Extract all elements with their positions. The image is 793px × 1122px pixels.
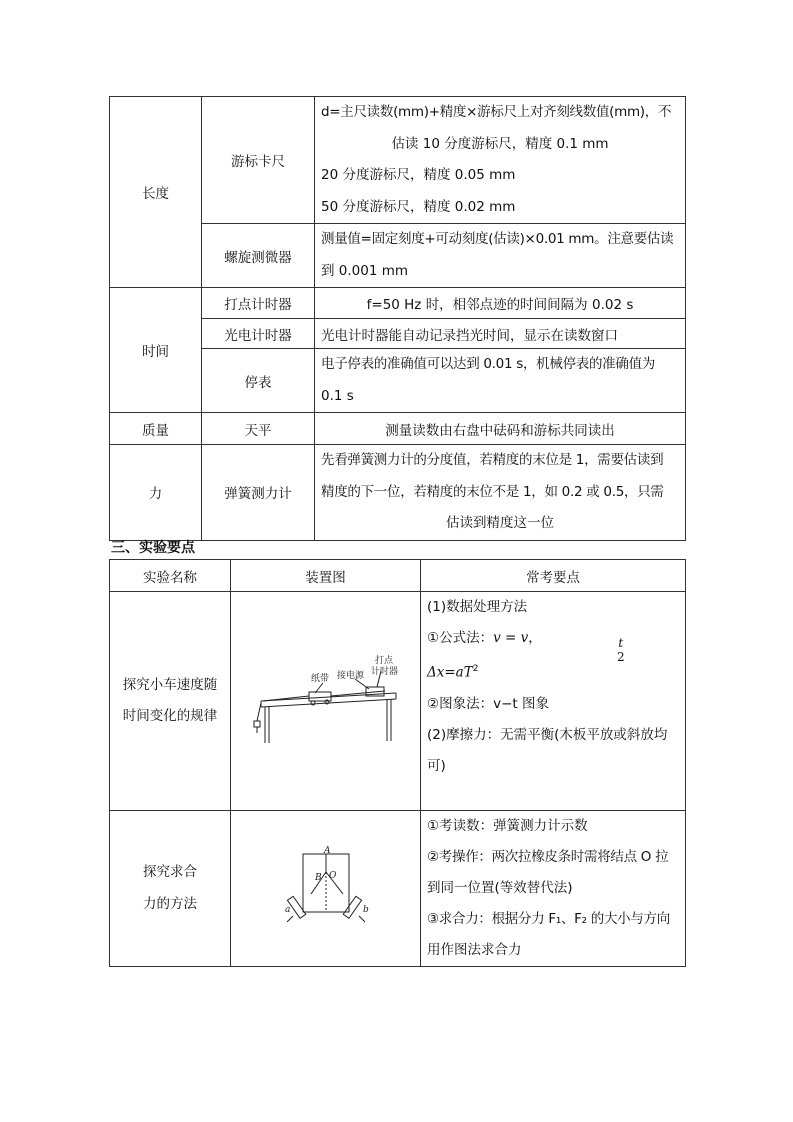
label-timer-2: 计时器 <box>370 667 398 677</box>
fraction-t-over-2 <box>617 636 625 664</box>
header-experiment-name: 实验名称 <box>110 560 231 592</box>
fraction-numerator: t <box>618 636 624 650</box>
instrument-balance: 天平 <box>202 413 315 445</box>
force-point-4: ③求合力：根据分力 F₁、F₂ 的大小与方向 <box>427 911 670 927</box>
label-b: b <box>362 904 369 915</box>
vernier-line4: 50 分度游标尺，精度 0.02 mm <box>321 198 516 215</box>
stopwatch-line1: 电子停表的准确值可以达到 0.01 s，机械停表的准确值为 <box>321 356 655 372</box>
experiment-points-table <box>109 559 686 967</box>
force-apparatus-cell <box>231 811 421 967</box>
label-a: a <box>284 904 290 915</box>
velocity-point-4: ②图象法：v−t 图象 <box>427 695 549 712</box>
average-velocity-formula: v = v <box>493 630 529 646</box>
instrument-micrometer: 螺旋测微器 <box>202 224 315 288</box>
label-B: B <box>314 872 322 883</box>
force-board-diagram <box>281 844 371 934</box>
photogate-description: 光电计时器能自动记录挡光时间，显示在读数窗口 <box>315 319 686 349</box>
category-force: 力 <box>110 445 202 541</box>
instrument-photogate: 光电计时器 <box>202 319 315 349</box>
force-point-2: ②考操作：两次拉橡皮条时需将结点 O 拉 <box>427 849 669 865</box>
section-heading: 三、实验要点 <box>111 540 195 556</box>
experiment-name-resultant-force <box>110 811 231 967</box>
label-power: 接电源 <box>336 671 364 681</box>
instrument-ticker-timer: 打点计时器 <box>202 288 315 319</box>
label-A: A <box>323 845 330 856</box>
spring-scale-line2: 精度的下一位，若精度的末位不是 1，如 0.2 或 0.5，只需 <box>321 483 664 500</box>
spring-scale-description <box>315 445 686 541</box>
formula-comma: ， <box>528 630 542 646</box>
category-time: 时间 <box>110 288 202 413</box>
instrument-vernier: 游标卡尺 <box>202 97 315 224</box>
label-O: O <box>328 870 336 881</box>
velocity-apparatus-cell <box>231 592 421 811</box>
instrument-spring-scale: 弹簧测力计 <box>202 445 315 541</box>
vernier-line1: d=主尺读数(mm)+精度×游标尺上对齐刻线数值(mm)，不 <box>321 104 672 120</box>
spring-scale-b <box>343 896 361 918</box>
instrument-stopwatch: 停表 <box>202 349 315 413</box>
micrometer-description <box>315 224 686 288</box>
micrometer-line2: 到 0.001 mm <box>321 262 409 279</box>
displacement-formula-exponent: 2 <box>472 664 479 674</box>
velocity-key-points <box>421 592 686 811</box>
velocity-point-1: (1)数据处理方法 <box>427 599 528 615</box>
balance-description: 测量读数由右盘中砝码和游标共同读出 <box>315 413 686 445</box>
header-apparatus: 装置图 <box>231 560 421 592</box>
cart-track-diagram <box>251 651 401 751</box>
measurement-table <box>109 96 686 541</box>
formula-method-label: ①公式法： <box>427 630 494 646</box>
ticker-timer-description: f=50 Hz 时，相邻点迹的时间间隔为 0.02 s <box>315 288 686 319</box>
force-name-line2: 力的方法 <box>143 895 197 912</box>
velocity-point-5: (2)摩擦力：无需平衡(木板平放或斜放均 <box>427 726 668 743</box>
velocity-point-6: 可) <box>427 757 446 774</box>
header-key-points: 常考要点 <box>421 560 686 592</box>
force-key-points <box>421 811 686 967</box>
category-mass: 质量 <box>110 413 202 445</box>
displacement-formula: Δx=aT <box>427 664 473 681</box>
spring-scale-line1: 先看弹簧测力计的分度值，若精度的末位是 1，需要估读到 <box>321 452 664 468</box>
force-point-1: ①考读数：弹簧测力计示数 <box>427 818 588 834</box>
label-timer-1: 打点 <box>374 656 393 666</box>
stopwatch-description <box>315 349 686 413</box>
force-point-3: 到同一位置(等效替代法) <box>427 880 573 896</box>
vernier-line2: 估读 10 分度游标尺，精度 0.1 mm <box>391 135 609 152</box>
velocity-name-line1: 探究小车速度随 <box>122 676 218 693</box>
vernier-line3: 20 分度游标尺，精度 0.05 mm <box>321 167 516 183</box>
force-name-line1: 探究求合 <box>143 864 197 880</box>
hanging-weight <box>254 721 260 727</box>
fraction-denominator: 2 <box>617 650 625 664</box>
velocity-name-line2: 时间变化的规律 <box>122 708 218 724</box>
micrometer-line1: 测量值=固定刻度+可动刻度(估读)×0.01 mm。注意要估读 <box>321 231 674 247</box>
category-length: 长度 <box>110 97 202 288</box>
label-tape: 纸带 <box>310 674 329 684</box>
experiment-name-velocity <box>110 592 231 811</box>
velocity-point-2 <box>427 623 679 654</box>
force-point-5: 用作图法求合力 <box>427 942 522 958</box>
stopwatch-line2: 0.1 s <box>321 387 354 404</box>
vernier-description <box>315 97 686 224</box>
spring-scale-line3: 估读到精度这一位 <box>446 515 554 531</box>
